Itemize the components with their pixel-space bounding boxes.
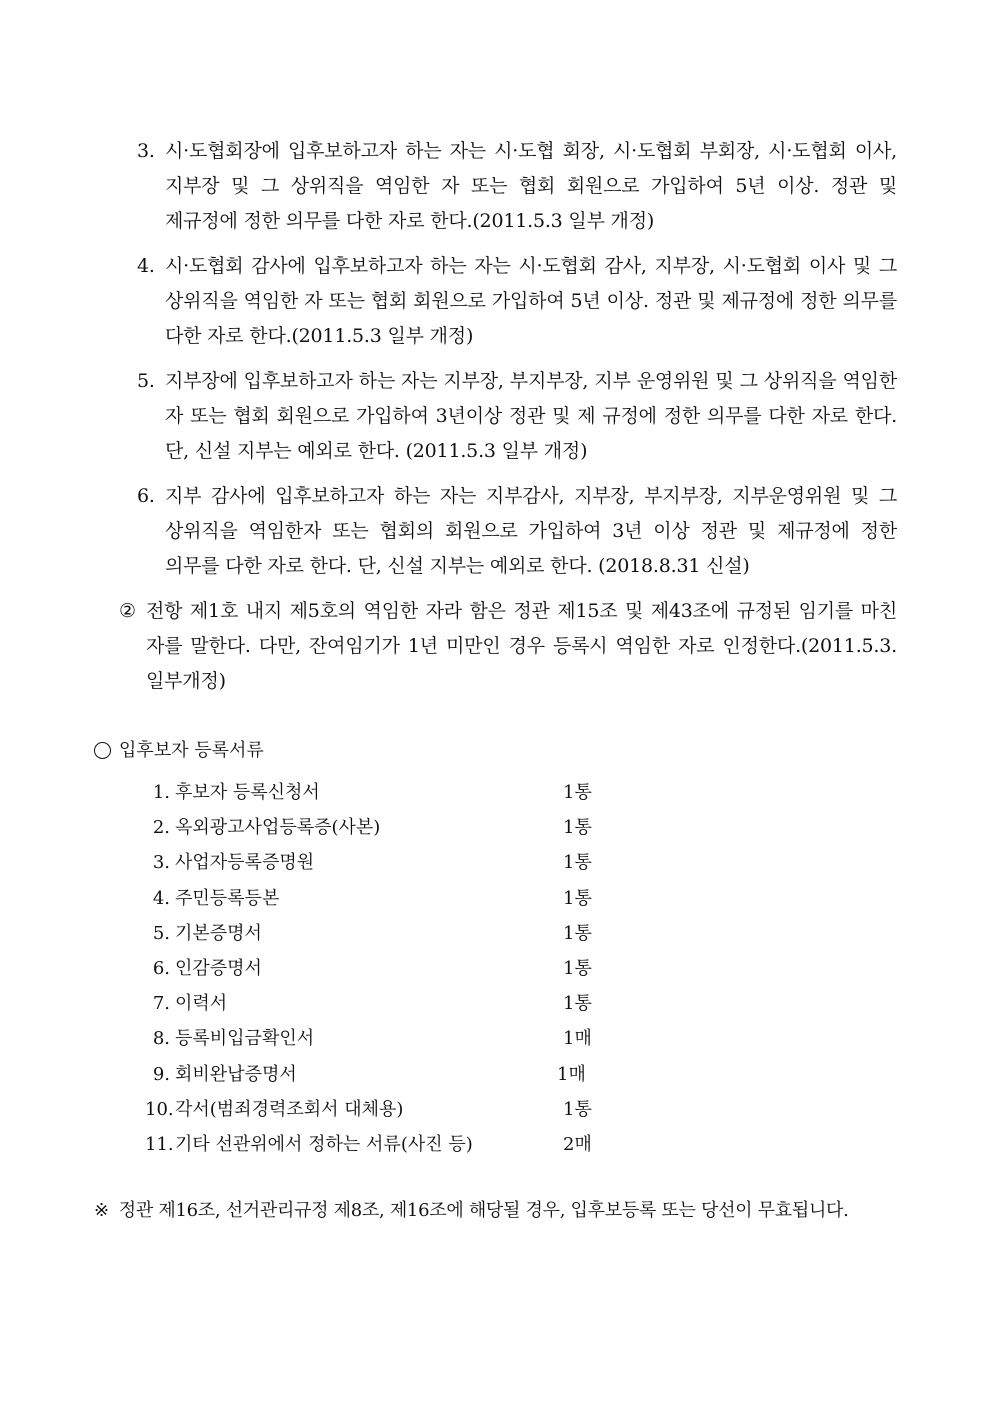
doc-number: 6.	[152, 957, 170, 979]
clause-text: 전항 제1호 내지 제5호의 역임한 자라 함은 정관 제15조 및 제43조에 규정된 임기를 마친 자를 말한다. 다만, 잔여임기가 1년 미만인 경우 등록시 역임한 자로 인정한다.(2011.5.3. 일부개정)	[146, 600, 897, 692]
doc-number: 2.	[152, 817, 170, 839]
doc-name: 기타 선관위에서 정하는 서류(사진 등)	[175, 1133, 473, 1155]
list-item	[145, 881, 615, 916]
documents-list	[145, 775, 615, 1162]
doc-number: 10.	[145, 1098, 174, 1120]
doc-number: 11.	[145, 1133, 174, 1155]
doc-quantity: 1통	[563, 852, 592, 874]
list-item	[145, 951, 615, 986]
list-item	[145, 916, 615, 951]
documents-heading	[94, 738, 264, 764]
reference-mark-icon: ※	[94, 1200, 109, 1221]
doc-quantity: 1매	[563, 1028, 592, 1050]
clause-number: ②	[119, 600, 136, 622]
item-number: 5.	[137, 370, 155, 392]
item-text: 시·도협회 감사에 입후보하고자 하는 자는 시·도협회 감사, 지부장, 시·도협회 이사 및 그 상위직을 역임한 자 또는 협회 회원으로 가입하여 5년 이상. 정관 및 제규정에 정한 의무를 다한 자로 한다.(2011.5.3 일부 개정)	[165, 255, 897, 347]
eligibility-item-5	[137, 364, 897, 469]
list-item	[145, 1057, 615, 1092]
doc-name: 회비완납증명서	[175, 1063, 297, 1085]
eligibility-item-4	[137, 249, 897, 354]
doc-quantity: 1통	[563, 887, 592, 909]
doc-quantity: 1통	[563, 957, 592, 979]
doc-quantity: 2매	[563, 1133, 592, 1155]
doc-number: 3.	[152, 852, 170, 874]
documents-heading-text: 입후보자 등록서류	[119, 740, 264, 761]
list-item	[145, 1021, 615, 1056]
circle-bullet-icon	[94, 742, 111, 759]
list-item	[145, 986, 615, 1021]
doc-name: 이력서	[175, 993, 228, 1015]
doc-number: 8.	[152, 1028, 170, 1050]
doc-name: 인감증명서	[175, 957, 262, 979]
list-item	[145, 1127, 615, 1162]
doc-quantity: 1통	[563, 1098, 592, 1120]
item-number: 4.	[137, 255, 155, 277]
doc-number: 9.	[152, 1063, 170, 1085]
doc-number: 1.	[152, 782, 170, 803]
doc-name: 등록비입금확인서	[175, 1028, 315, 1050]
doc-quantity: 1통	[563, 817, 592, 839]
clause-2	[119, 594, 897, 699]
doc-quantity: 1매	[557, 1063, 586, 1085]
doc-name: 각서(범죄경력조회서 대체용)	[175, 1098, 404, 1120]
list-item	[145, 775, 615, 810]
doc-quantity: 1통	[563, 782, 592, 803]
item-number: 6.	[137, 485, 155, 507]
eligibility-item-3	[137, 134, 897, 239]
item-text: 지부장에 입후보하고자 하는 자는 지부장, 부지부장, 지부 운영위원 및 그 상위직을 역임한 자 또는 협회 회원으로 가입하여 3년이상 정관 및 제 규정에 정한 의무를 다한 자로 한다. 단, 신설 지부는 예외로 한다. (2011.5.3 일부 개정)	[165, 370, 897, 462]
doc-quantity: 1통	[563, 922, 592, 944]
item-number: 3.	[137, 140, 155, 162]
doc-name: 주민등록등본	[175, 887, 280, 909]
doc-name: 사업자등록증명원	[175, 852, 315, 874]
list-item	[145, 845, 615, 880]
list-item	[145, 810, 615, 845]
doc-quantity: 1통	[563, 993, 592, 1015]
doc-number: 4.	[152, 887, 170, 909]
item-text: 지부 감사에 입후보하고자 하는 자는 지부감사, 지부장, 부지부장, 지부운영위원 및 그 상위직을 역임한자 또는 협회의 회원으로 가입하여 3년 이상 정관 및 제규정에 정한 의무를 다한 자로 한다. 단, 신설 지부는 예외로 한다. (2018.8.31 신설)	[165, 485, 897, 577]
doc-number: 5.	[152, 922, 170, 944]
item-text: 시·도협회장에 입후보하고자 하는 자는 시·도협 회장, 시·도협회 부회장, 시·도협회 이사, 지부장 및 그 상위직을 역임한 자 또는 협회 회원으로 가입하여 5년 이상. 정관 및 제규정에 정한 의무를 다한 자로 한다.(2011.5.3 일부 개정)	[165, 140, 897, 232]
list-item	[145, 1092, 615, 1127]
doc-name: 옥외광고사업등록증(사본)	[175, 817, 381, 839]
doc-name: 기본증명서	[175, 922, 262, 944]
doc-number: 7.	[152, 993, 170, 1015]
footnote-text: 정관 제16조, 선거관리규정 제8조, 제16조에 해당될 경우, 입후보등록 또는 당선이 무효됩니다.	[118, 1200, 849, 1221]
doc-name: 후보자 등록신청서	[175, 782, 320, 803]
footnote	[94, 1196, 849, 1226]
eligibility-item-6	[137, 479, 897, 584]
